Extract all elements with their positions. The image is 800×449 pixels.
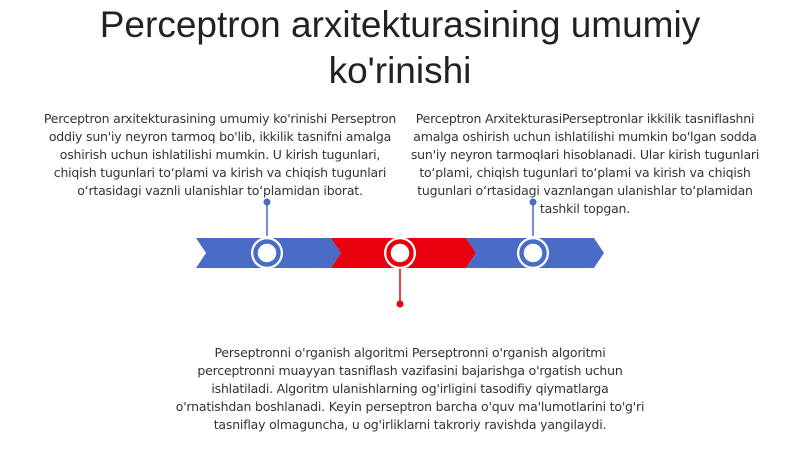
- timeline-ring-2-inner: [389, 242, 412, 265]
- timeline-ring-1-inner: [256, 242, 279, 265]
- timeline-ring-3-inner: [522, 242, 545, 265]
- connector-dot-bottom: [397, 301, 404, 308]
- text-block-left: Perceptron arxitekturasining umumiy ko'rinishi Perseptron oddiy sun'iy neyron tarmoq bo'lib, ikkilik tasnifni amalga oshirish uchun ishlatilishi mumkin. U kirish tugunlari, chiqish tugunlari toʻplami va kirish va chiqish tugunlari oʻrtasidagi vaznli ulanishlar toʻplamidan iborat.: [43, 111, 397, 198]
- connector-dot-right: [530, 199, 537, 206]
- slide-title: Perceptron arxitekturasining umumiy ko'rinishi: [99, 4, 701, 91]
- text-block-bottom: Perseptronni o'rganish algoritmi Perseptronni o'rganish algoritmi perceptronni muayyan tasniflash vazifasini bajarishga o'rgatish uchun ishlatiladi. Algoritm ulanishlarning og'irligini tasodifiy qiymatlarga o'rnatishdan boshlanadi. Keyin perseptron barcha o'quv ma'lumotlarini to'g'ri tasniflay olmaguncha, u og'irliklarni takroriy ravishda yangilaydi.: [175, 345, 645, 432]
- text-block-right: Perceptron ArxitekturasiPerseptronlar ikkilik tasniflashni amalga oshirish uchun ishlatilishi mumkin bo'lgan sodda sun'iy neyron tarmoqlari hisoblanadi. Ular kirish tugunlari toʻplami, chiqish tugunlari toʻplami va kirish va chiqish tugunlari oʻrtasidagi vaznlangan ulanishlar toʻplamidan tashkil topgan.: [410, 111, 760, 216]
- connector-dot-left: [264, 199, 271, 206]
